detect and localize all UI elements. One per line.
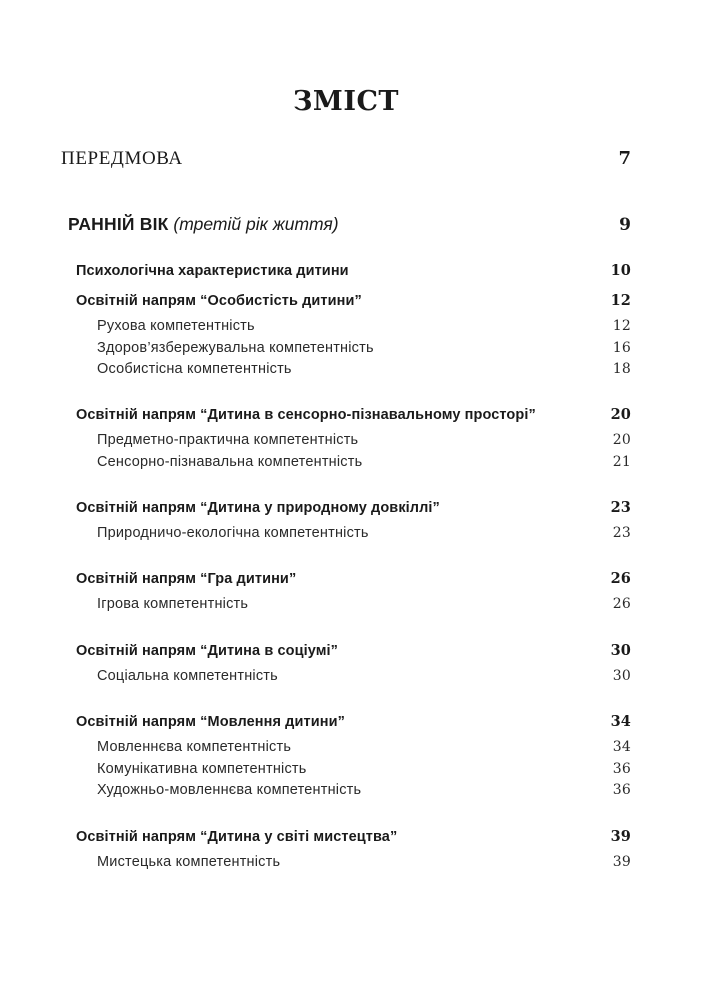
toc-item[interactable] <box>97 361 631 377</box>
toc-item-page: 36 <box>612 782 631 798</box>
toc-item[interactable] <box>97 596 631 612</box>
toc-section[interactable] <box>76 499 631 516</box>
toc-item-label: Особистісна компетентність <box>97 361 292 377</box>
toc-section-page: 34 <box>610 713 631 730</box>
toc-item-label: Предметно-практична компетентність <box>97 432 359 448</box>
toc-part-subtitle: (третій рік життя) <box>173 214 339 234</box>
toc-item-page: 34 <box>612 739 631 755</box>
toc-section[interactable] <box>76 570 631 587</box>
toc-section-title: Психологічна характеристика дитини <box>76 263 349 279</box>
toc-section-page: 26 <box>610 570 631 587</box>
toc-section-page: 30 <box>610 642 631 659</box>
toc-section-title: Освітній напрям “Мовлення дитини” <box>76 714 345 730</box>
toc-item-label: Сенсорно-пізнавальна компетентність <box>97 454 363 470</box>
toc-item[interactable] <box>97 454 631 470</box>
toc-section-page: 23 <box>610 499 631 516</box>
toc-section[interactable] <box>76 828 631 845</box>
toc-entry-part[interactable] <box>68 214 631 235</box>
toc-item[interactable] <box>97 782 631 798</box>
toc-item-page: 23 <box>612 525 631 541</box>
toc-item-page: 16 <box>612 340 631 356</box>
toc-section[interactable] <box>76 642 631 659</box>
toc-item-label: Мистецька компетентність <box>97 854 281 870</box>
toc-section-title: Освітній напрям “Гра дитини” <box>76 571 297 587</box>
toc-title: ЗМІСТ <box>292 86 400 117</box>
toc-item[interactable] <box>97 340 631 356</box>
toc-item[interactable] <box>97 525 631 541</box>
toc-item-label: Художньо-мовленнєва компетентність <box>97 782 362 798</box>
toc-entry-page: 9 <box>619 215 631 235</box>
toc-part-label: РАННІЙ ВІК <box>68 214 169 234</box>
toc-item-page: 39 <box>612 854 631 870</box>
toc-item-label: Мовленнєва компетентність <box>97 739 292 755</box>
toc-item-page: 21 <box>612 454 631 470</box>
toc-item-page: 36 <box>612 761 631 777</box>
toc-item-label: Ігрова компетентність <box>97 596 249 612</box>
toc-section-page: 20 <box>610 406 631 423</box>
toc-item-label: Рухова компетентність <box>97 318 255 334</box>
toc-section-title: Освітній напрям “Особистість дитини” <box>76 293 362 309</box>
toc-item-page: 18 <box>612 361 631 377</box>
toc-entry-page: 7 <box>618 148 631 169</box>
toc-section-page: 12 <box>610 292 631 309</box>
toc-item[interactable] <box>97 761 631 777</box>
toc-section[interactable] <box>76 292 631 309</box>
toc-item[interactable] <box>97 854 631 870</box>
toc-item[interactable] <box>97 668 631 684</box>
toc-item[interactable] <box>97 432 631 448</box>
toc-item-page: 30 <box>612 668 631 684</box>
toc-section-title: Освітній напрям “Дитина у природному довкіллі” <box>76 500 440 516</box>
toc-item[interactable] <box>97 318 631 334</box>
toc-section-title: Освітній напрям “Дитина в соціумі” <box>76 643 339 659</box>
toc-section[interactable] <box>76 406 631 423</box>
toc-section-title: Освітній напрям “Дитина в сенсорно-пізнавальному просторі” <box>76 407 536 423</box>
toc-section[interactable] <box>76 713 631 730</box>
toc-item-label: Здоров’язбережувальна компетентність <box>97 340 374 356</box>
toc-item-page: 12 <box>612 318 631 334</box>
toc-section[interactable] <box>76 262 631 279</box>
toc-item-label: Комунікативна компетентність <box>97 761 307 777</box>
toc-part-text <box>68 214 339 235</box>
toc-item-label: Соціальна компетентність <box>97 668 278 684</box>
toc-entry-label: ПЕРЕДМОВА <box>61 148 183 169</box>
toc-item[interactable] <box>97 739 631 755</box>
toc-section-page: 10 <box>610 262 631 279</box>
toc-entry-preface[interactable] <box>61 148 631 170</box>
toc-item-label: Природничо-екологічна компетентність <box>97 525 369 541</box>
toc-section-page: 39 <box>610 828 631 845</box>
toc-section-title: Освітній напрям “Дитина у світі мистецтва” <box>76 829 398 845</box>
toc-item-page: 26 <box>612 596 631 612</box>
toc-item-page: 20 <box>612 432 631 448</box>
